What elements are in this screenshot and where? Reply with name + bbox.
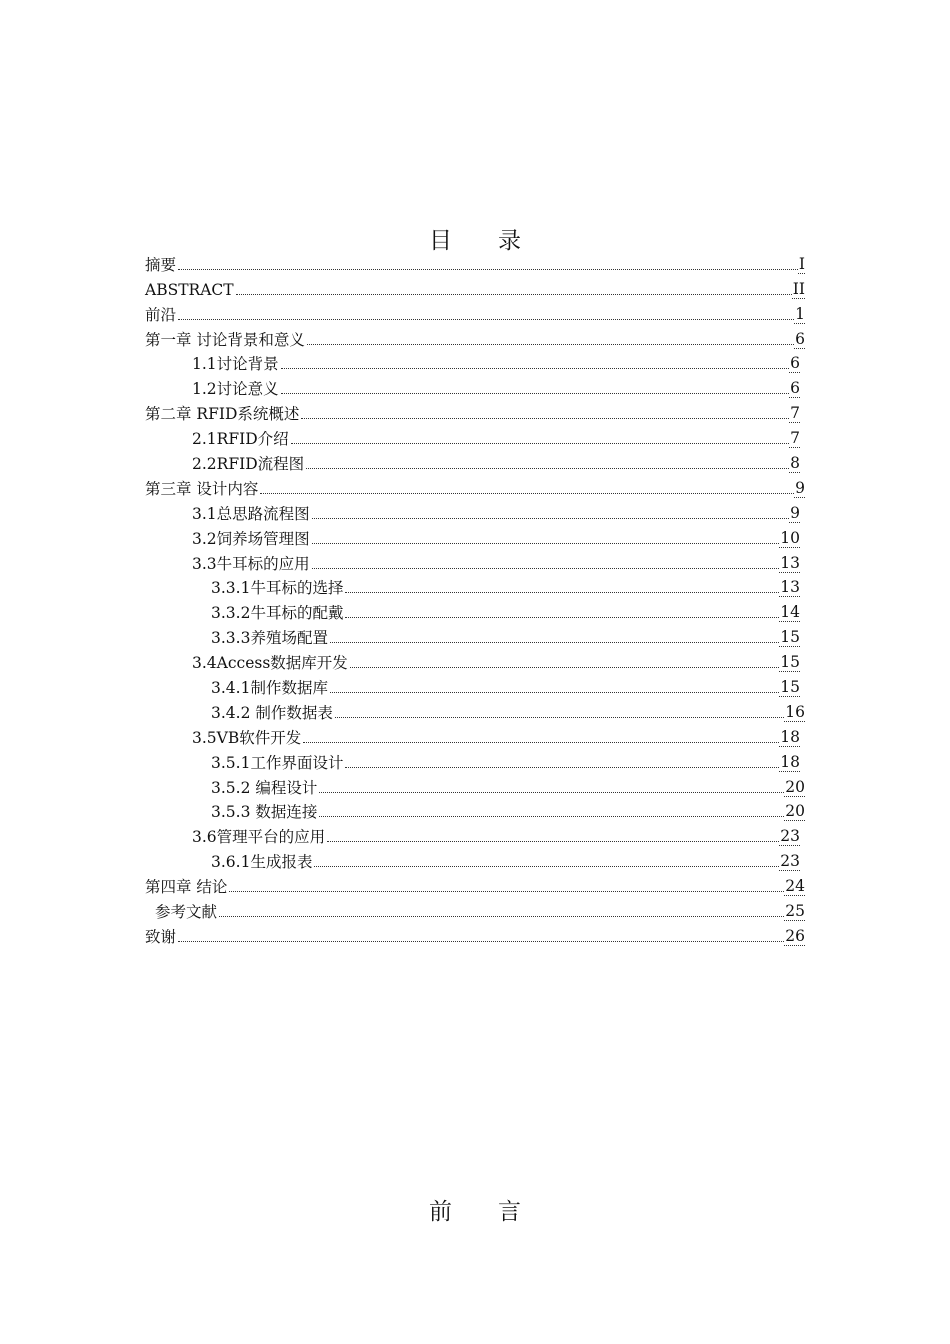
toc-entry-page-number: 20 (785, 802, 805, 821)
toc-dot-leader (219, 915, 784, 917)
toc-entry-label: 3.6.1生成报表 (211, 853, 313, 872)
toc-entry[interactable] (145, 697, 805, 722)
toc-dot-leader (312, 567, 780, 569)
toc-entry[interactable] (145, 871, 805, 896)
toc-entry-page-number: 26 (785, 926, 805, 945)
toc-entry-page-number: 6 (790, 379, 800, 398)
toc-entry[interactable] (145, 523, 800, 548)
toc-entry-label: 3.5.3 数据连接 (211, 803, 318, 822)
toc-entry[interactable] (145, 846, 800, 871)
toc-entry-page-number: 18 (780, 752, 800, 771)
toc-entry-label: 3.4.2 制作数据表 (211, 703, 333, 722)
toc-entry-label: 3.5VB软件开发 (192, 728, 302, 747)
toc-entry[interactable] (145, 473, 805, 498)
toc-entry[interactable] (145, 448, 800, 473)
toc-title-char-2: 录 (498, 228, 521, 254)
toc-entry-label: 2.2RFID流程图 (192, 455, 305, 474)
toc-dot-leader (312, 517, 789, 519)
toc-entry-label: 摘要 (145, 255, 177, 274)
toc-dot-leader (350, 666, 779, 668)
toc-entry-label: 3.1总思路流程图 (192, 504, 310, 523)
toc-entry-label: 参考文献 (155, 903, 218, 922)
toc-entry-label: 第三章 设计内容 (145, 479, 259, 498)
toc-dot-leader (345, 766, 779, 768)
toc-dot-leader (330, 691, 779, 693)
toc-entry-page-number: 24 (785, 877, 805, 896)
toc-entry-label: 3.3.1牛耳标的选择 (211, 579, 344, 598)
toc-entry-page-number: 23 (780, 852, 800, 871)
toc-entry-label: 第二章 RFID系统概述 (145, 405, 300, 424)
toc-dot-leader (260, 492, 794, 494)
toc-entry-page-number: 9 (795, 478, 805, 497)
preface-title-char-2: 言 (498, 1199, 521, 1225)
toc-dot-leader (178, 318, 794, 320)
toc-entry-page-number: 15 (780, 653, 800, 672)
toc-entry-page-number: 16 (785, 702, 805, 721)
toc-entry[interactable] (145, 548, 800, 573)
toc-entry[interactable] (145, 622, 800, 647)
toc-entry-page-number: 15 (780, 628, 800, 647)
toc-entry[interactable] (145, 896, 805, 921)
toc-entry[interactable] (145, 349, 800, 374)
toc-dot-leader (178, 940, 784, 942)
toc-dot-leader (178, 268, 798, 270)
toc-dot-leader (229, 890, 784, 892)
toc-entry-label: 致谢 (145, 927, 177, 946)
toc-entry[interactable] (145, 672, 800, 697)
toc-entry-page-number: 6 (790, 354, 800, 373)
toc-entry[interactable] (145, 772, 805, 797)
toc-entry-label: 3.5.1工作界面设计 (211, 753, 344, 772)
toc-entry-label: 第四章 结论 (145, 878, 228, 897)
toc-entry-page-number: 1 (795, 304, 805, 323)
preface-title-char-1: 前 (429, 1199, 452, 1225)
toc-entry[interactable] (145, 373, 800, 398)
toc-entry[interactable] (145, 423, 800, 448)
toc-entry[interactable] (145, 573, 800, 598)
toc-entry-page-number: 20 (785, 777, 805, 796)
toc-dot-leader (345, 591, 779, 593)
toc-entry[interactable] (145, 324, 805, 349)
toc-entry-page-number: 14 (780, 603, 800, 622)
toc-entry-page-number: II (792, 279, 805, 298)
toc-entry[interactable] (145, 747, 800, 772)
toc-entry-page-number: 7 (790, 429, 800, 448)
toc-entry-label: 3.3.2牛耳标的配戴 (211, 604, 344, 623)
toc-entry-page-number: 7 (790, 404, 800, 423)
toc-entry-label: 第一章 讨论背景和意义 (145, 330, 305, 349)
toc-dot-leader (327, 840, 779, 842)
toc-entry-label: 3.3牛耳标的应用 (192, 554, 310, 573)
toc-entry-label: 2.1RFID介绍 (192, 430, 289, 449)
toc-dot-leader (236, 293, 792, 295)
toc-dot-leader (312, 542, 780, 544)
toc-entry-label: ABSTRACT (145, 280, 234, 299)
toc-dot-leader (306, 467, 789, 469)
toc-entry[interactable] (145, 821, 800, 846)
toc-entry-page-number: 18 (780, 727, 800, 746)
toc-entry-label: 3.6管理平台的应用 (192, 828, 326, 847)
toc-dot-leader (330, 641, 779, 643)
toc-dot-leader (345, 616, 779, 618)
toc-entry-page-number: 9 (790, 503, 800, 522)
toc-title-char-1: 目 (429, 228, 452, 254)
toc-entry-page-number: 13 (780, 578, 800, 597)
toc-dot-leader (303, 741, 779, 743)
toc-entry-label: 前沿 (145, 305, 177, 324)
toc-entry-page-number: 6 (795, 329, 805, 348)
toc-entry-page-number: 10 (780, 528, 800, 547)
toc-entry-page-number: 23 (780, 827, 800, 846)
toc-dot-leader (301, 417, 789, 419)
toc-entry[interactable] (145, 921, 805, 946)
toc-dot-leader (319, 791, 784, 793)
toc-dot-leader (314, 865, 779, 867)
toc-entry[interactable] (145, 274, 805, 299)
toc-entry-page-number: 8 (790, 454, 800, 473)
toc-dot-leader (291, 442, 789, 444)
preface-title (0, 1193, 950, 1226)
toc-entry[interactable] (145, 797, 805, 822)
toc-entry[interactable] (145, 722, 800, 747)
toc-entry-label: 1.1讨论背景 (192, 355, 279, 374)
toc-dot-leader (281, 392, 789, 394)
toc-entry[interactable] (145, 498, 800, 523)
table-of-contents (145, 249, 805, 946)
toc-entry-label: 3.2饲养场管理图 (192, 529, 310, 548)
toc-entry-label: 3.4.1制作数据库 (211, 679, 328, 698)
toc-entry-label: 3.4Access数据库开发 (192, 654, 348, 673)
toc-entry-page-number: 25 (785, 902, 805, 921)
toc-dot-leader (319, 815, 784, 817)
toc-entry[interactable] (145, 597, 800, 622)
toc-entry[interactable] (145, 299, 805, 324)
toc-entry-label: 1.2讨论意义 (192, 380, 279, 399)
toc-dot-leader (335, 716, 784, 718)
toc-entry-page-number: 13 (780, 553, 800, 572)
toc-entry-page-number: I (798, 254, 805, 273)
toc-entry[interactable] (145, 398, 800, 423)
toc-dot-leader (281, 367, 789, 369)
toc-entry[interactable] (145, 249, 805, 274)
toc-entry-label: 3.3.3养殖场配置 (211, 629, 328, 648)
toc-entry-label: 3.5.2 编程设计 (211, 778, 318, 797)
toc-entry[interactable] (145, 647, 800, 672)
toc-dot-leader (307, 343, 794, 345)
toc-entry-page-number: 15 (780, 678, 800, 697)
